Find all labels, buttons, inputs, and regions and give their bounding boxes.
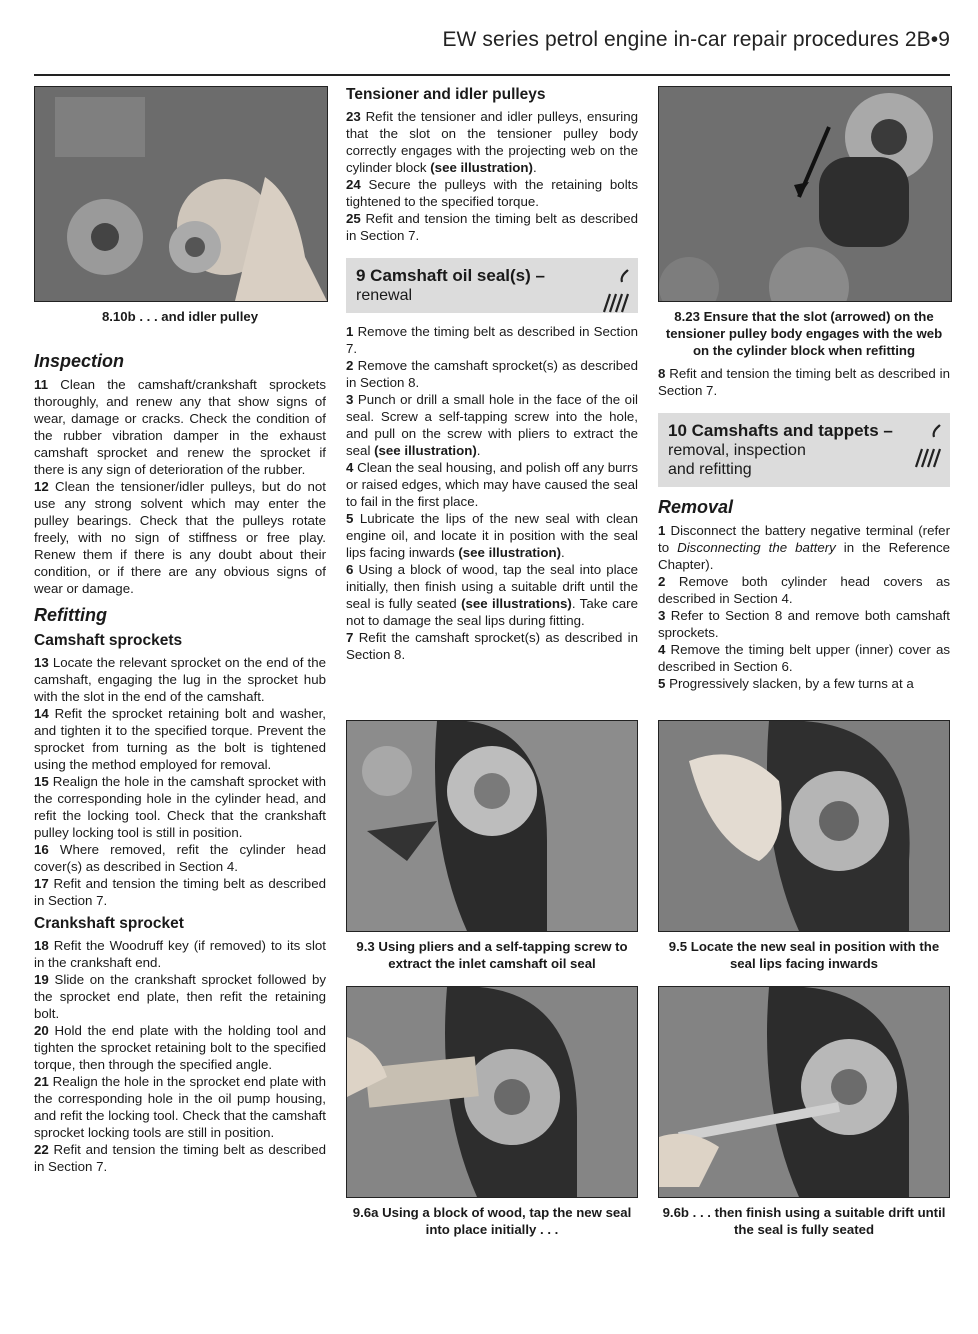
s9-paragraph-2: 2 Remove the camshaft sprocket(s) as described in Section 8.: [346, 358, 638, 390]
figure-9-6a: [346, 986, 638, 1238]
photo-8-23: [658, 86, 952, 302]
seal-hand-photo-image: [659, 721, 949, 931]
removal-heading: Removal: [658, 497, 734, 517]
section-10-title: 10 Camshafts and tappets –: [668, 421, 893, 440]
page-title: EW series petrol engine in-car repair procedures 2B•9: [442, 28, 950, 51]
paragraph-23: 23 Refit the tensioner and idler pulleys, ensuring that the slot on the tensioner pulley body correctly engages with the projecting web on the cylinder block (see illustration).: [346, 109, 639, 175]
photo-9-6a: [346, 986, 638, 1198]
paragraph-19: 19 Slide on the crankshaft sprocket followed by the sprocket end plate, then refit the retaining bolt.: [34, 972, 327, 1021]
caption-9-6b: 9.6b . . . then finish using a suitable drift until the seal is fully seated: [662, 1205, 946, 1237]
s10-paragraph-1: 1 Disconnect the battery negative terminal (refer to Disconnecting the battery in the Reference Chapter).: [658, 523, 951, 572]
refitting-heading: Refitting: [34, 605, 107, 625]
caption-9-5: 9.5 Locate the new seal in position with the seal lips facing inwards: [668, 939, 940, 971]
caption-9-3: 9.3 Using pliers and a self-tapping screw to extract the inlet camshaft oil seal: [356, 939, 628, 971]
drift-photo-image: [659, 987, 949, 1197]
column-middle: [346, 86, 638, 663]
section-9-subtitle: renewal: [356, 287, 413, 304]
paragraph-22: 22 Refit and tension the timing belt as described in Section 7.: [34, 1142, 326, 1174]
s9-paragraph-3: 3 Punch or drill a small hole in the face of the oil seal. Screw a self-tapping screw into the hole, and pull on the screw with pliers to extract the seal (see illustration).: [346, 392, 638, 458]
s9-paragraph-1: 1 Remove the timing belt as described in Section 7.: [346, 324, 638, 356]
section-10-subtitle-1: removal, inspection: [668, 442, 806, 459]
page-header: [34, 0, 950, 76]
s9-paragraph-6: 6 Using a block of wood, tap the seal into place initially, then finish using a suitable drift until the seal is fully seated (see illustrations). Take care not to damage the seal lips during fitting.: [346, 562, 638, 628]
column-right: [658, 86, 950, 692]
paragraph-15: 15 Realign the hole in the camshaft sprocket with the corresponding hole in the cylinder head, and refit the locking tool. Check that the crankshaft pulley locking tool is still in position.: [34, 774, 326, 840]
inspection-heading: Inspection: [34, 351, 125, 371]
tensioner-photo-image: [659, 87, 951, 301]
paragraph-20: 20 Hold the end plate with the holding tool and tighten the sprocket retaining bolt to the specified torque, then through the specified angle.: [34, 1023, 326, 1072]
s10-paragraph-5: 5 Progressively slacken, by a few turns at a: [658, 676, 914, 691]
difficulty-spanner-icon: [912, 423, 942, 471]
pliers-photo-image: [347, 721, 637, 931]
section-9-banner: [346, 258, 638, 313]
s10-paragraph-4: 4 Remove the timing belt upper (inner) cover as described in Section 6.: [658, 642, 950, 674]
photo-8-10b: [34, 86, 328, 302]
crankshaft-sprocket-heading: Crankshaft sprocket: [34, 915, 184, 932]
figure-9-3: [346, 720, 638, 972]
caption-9-6a: 9.6a Using a block of wood, tap the new seal into place initially . . .: [352, 1205, 632, 1237]
s10-paragraph-3: 3 Refer to Section 8 and remove both camshaft sprockets.: [658, 608, 951, 640]
paragraph-24: 24 Secure the pulleys with the retaining bolts tightened to the specified torque.: [346, 177, 638, 209]
paragraph-17: 17 Refit and tension the timing belt as described in Section 7.: [34, 876, 326, 908]
paragraph-13: 13 Locate the relevant sprocket on the end of the camshaft, engaging the lug in the sprocket hub with the slot in the end of the camshaft.: [34, 655, 326, 704]
photo-9-5: [658, 720, 950, 932]
section-10-banner: [658, 413, 950, 487]
paragraph-16: 16 Where removed, refit the cylinder head cover(s) as described in Section 4.: [34, 842, 326, 874]
paragraph-11: 11 Clean the camshaft/crankshaft sprockets thoroughly, and renew any that show signs of wear, damage or cracks. Check the condition of the rubber vibration damper in the exhaust camshaft sprocket and renew the sprocket if there is any sign of deterioration of the rubber.: [34, 377, 326, 477]
section-9-title: 9 Camshaft oil seal(s) –: [356, 266, 545, 285]
caption-8-23: 8.23 Ensure that the slot (arrowed) on the tensioner pulley body engages with the web on the cylinder block when refitting: [665, 309, 943, 358]
difficulty-spanner-icon: [600, 268, 630, 316]
camshaft-sprockets-heading: Camshaft sprockets: [34, 632, 183, 649]
paragraph-25: 25 Refit and tension the timing belt as described in Section 7.: [346, 211, 638, 243]
s10-paragraph-2: 2 Remove both cylinder head covers as described in Section 4.: [658, 574, 950, 606]
paragraph-12: 12 Clean the tensioner/idler pulleys, but do not use any strong solvent which may enter the pulley bearings. Check that the pulleys rotate freely, with no sign of stiffness or free play. Renew them if there is any doubt about their condition, or if there are any obvious signs of wear or damage.: [34, 479, 326, 596]
paragraph-14: 14 Refit the sprocket retaining bolt and washer, and tighten it to the specified torque. Prevent the sprocket from turning as the bolt is tightened using the method employed for removal.: [34, 706, 326, 772]
figure-9-5: [658, 720, 950, 972]
photo-9-3: [346, 720, 638, 932]
wood-block-photo-image: [347, 987, 637, 1197]
figure-9-6b: [658, 986, 950, 1238]
s9-paragraph-8: 8 Refit and tension the timing belt as described in Section 7.: [658, 366, 950, 398]
paragraph-18: 18 Refit the Woodruff key (if removed) to its slot in the crankshaft end.: [34, 938, 326, 970]
paragraph-21: 21 Realign the hole in the sprocket end plate with the corresponding hole in the oil pump housing, and refit the locking tool. Check that the camshaft sprocket locking tools are still in position.: [34, 1074, 326, 1140]
s9-paragraph-4: 4 Clean the seal housing, and polish off any burrs or raised edges, which may have caused the seal to fail in the first place.: [346, 460, 638, 509]
column-left: [34, 86, 326, 1175]
s9-paragraph-7: 7 Refit the camshaft sprocket(s) as described in Section 8.: [346, 630, 638, 662]
photo-9-6b: [658, 986, 950, 1198]
s9-paragraph-5: 5 Lubricate the lips of the new seal with clean engine oil, and locate it in position with the seal lips facing inwards (see illustration).: [346, 511, 638, 560]
section-10-subtitle-2: and refitting: [668, 461, 752, 478]
tensioner-pulleys-heading: Tensioner and idler pulleys: [346, 86, 546, 103]
engine-photo-image: [35, 87, 327, 301]
caption-8-10b: 8.10b . . . and idler pulley: [101, 309, 259, 324]
